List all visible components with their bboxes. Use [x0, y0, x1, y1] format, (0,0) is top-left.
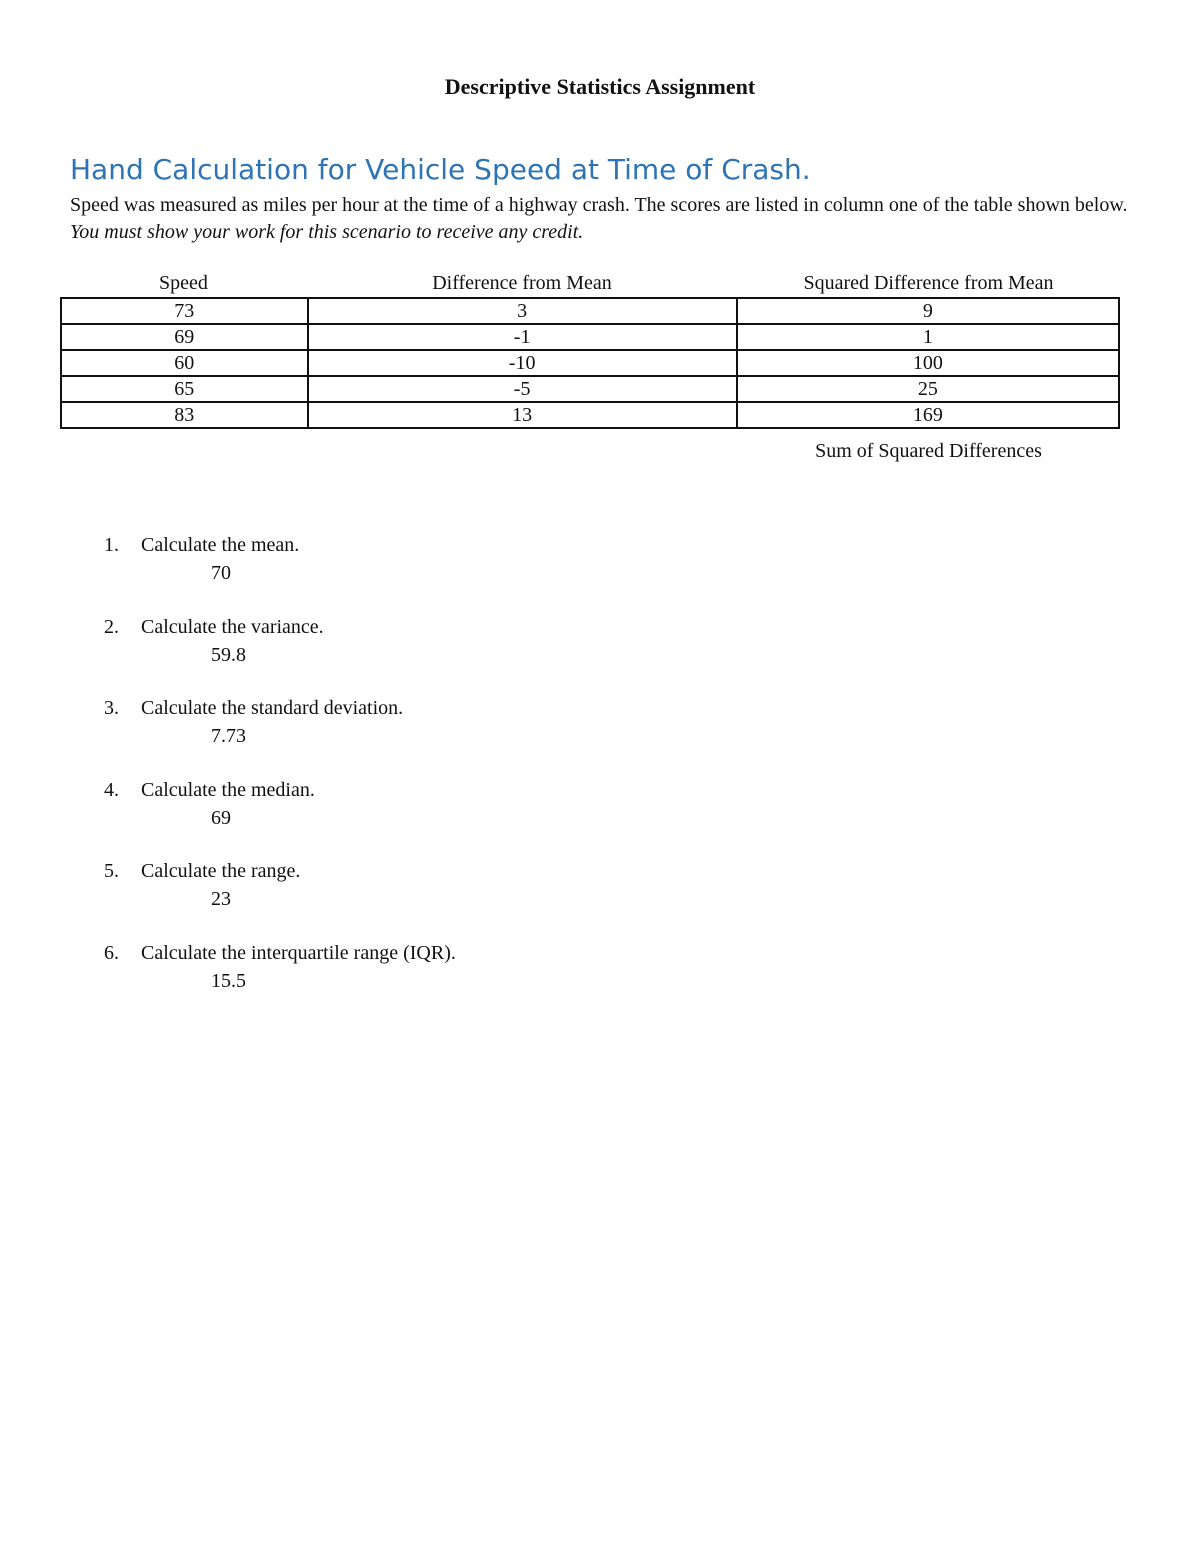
question-number: 2.: [104, 615, 119, 638]
table-cell-difference: 13: [308, 402, 737, 428]
table-cell-speed: 60: [61, 350, 308, 376]
column-header-speed: Speed: [159, 272, 208, 294]
question-text: Calculate the variance.: [141, 615, 324, 638]
table-cell-difference: -5: [308, 376, 737, 402]
data-table: [60, 297, 1120, 429]
question-answer: 59.8: [211, 643, 246, 666]
table-row: [61, 298, 1119, 324]
intro-text: Speed was measured as miles per hour at the time of a highway crash. The scores are listed in column one of the table shown below.: [70, 194, 1128, 216]
question-answer: 70: [211, 562, 231, 584]
intro-instruction: You must show your work for this scenario to receive any credit.: [70, 221, 584, 243]
document-title: Descriptive Statistics Assignment: [444, 74, 756, 99]
table-cell-speed: 65: [61, 376, 308, 402]
question-answer: 69: [211, 806, 231, 829]
table-cell-difference: -10: [308, 350, 737, 376]
table-cell-difference: 3: [308, 298, 737, 324]
table-cell-speed: 69: [61, 324, 308, 350]
question-text: Calculate the range.: [141, 860, 301, 882]
question-number: 1.: [104, 534, 119, 556]
question-number: 4.: [104, 778, 119, 801]
table-cell-squared-difference: 169: [737, 402, 1119, 428]
question-answer: 7.73: [211, 725, 246, 747]
table-cell-speed: 83: [61, 402, 308, 428]
question-answer: 15.5: [211, 969, 246, 992]
table-cell-squared-difference: 9: [737, 298, 1119, 324]
question-number: 5.: [104, 860, 119, 882]
question-number: 6.: [104, 941, 119, 964]
table-cell-squared-difference: 100: [737, 350, 1119, 376]
question-text: Calculate the median.: [141, 778, 315, 801]
question-text: Calculate the standard deviation.: [141, 697, 404, 719]
table-row: [61, 402, 1119, 428]
table-row: [61, 376, 1119, 402]
table-cell-squared-difference: 25: [737, 376, 1119, 402]
column-header-squared-difference: Squared Difference from Mean: [803, 272, 1054, 294]
question-text: Calculate the interquartile range (IQR).: [141, 941, 456, 964]
table-header-row: [60, 272, 1120, 295]
table-cell-squared-difference: 1: [737, 324, 1119, 350]
table-cell-speed: 73: [61, 298, 308, 324]
column-header-difference: Difference from Mean: [432, 272, 612, 294]
question-answer: 23: [211, 888, 231, 910]
sum-of-squared-differences-label: Sum of Squared Differences: [815, 440, 1042, 462]
section-heading: Hand Calculation for Vehicle Speed at Time of Crash.: [70, 153, 811, 186]
question-text: Calculate the mean.: [141, 534, 300, 556]
table-row: [61, 324, 1119, 350]
table-cell-difference: -1: [308, 324, 737, 350]
table-row: [61, 350, 1119, 376]
question-number: 3.: [104, 697, 119, 719]
intro-paragraph: [70, 192, 1140, 246]
